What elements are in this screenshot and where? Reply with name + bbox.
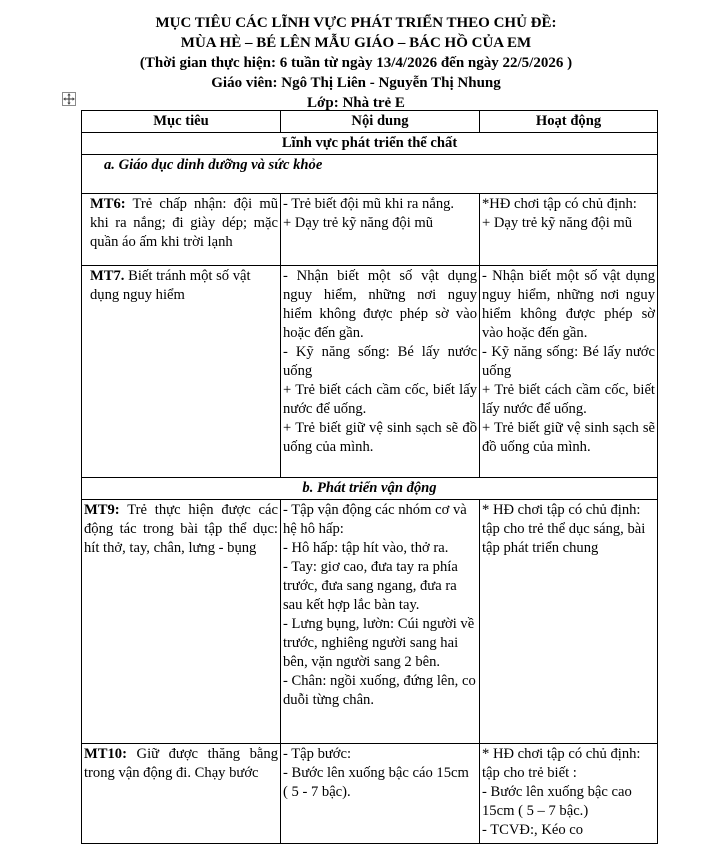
activity-cell: * HĐ chơi tập có chủ định: tập cho trẻ thể dục sáng, bài tập phát triển chung <box>480 500 658 744</box>
goal-text: Giữ được thăng bằng trong vận động đi. Chạy bước <box>84 746 278 781</box>
goal-text: Trẻ chấp nhận: đội mũ khi ra nắng; đi giày dép; mặc quần áo ấm khi trời lạnh <box>90 196 278 250</box>
activity-cell: - Nhận biết một số vật dụng nguy hiểm, những nơi nguy hiểm không được phép sờ vào hoặc đến gần. - Kỹ năng sống: Bé lấy nước uống + Trẻ biết cách cầm cốc, biết lấy nước để uống. + Trẻ biết giữ vệ sinh sạch sẽ đồ uống của mình. <box>480 266 658 478</box>
column-header-content: Nội dung <box>281 111 480 133</box>
class-line: Lớp: Nhà trẻ E <box>307 95 405 111</box>
column-header-goal: Mục tiêu <box>82 111 281 133</box>
subsection-a-title: a. Giáo dục dinh dưỡng và sức khỏe <box>82 155 658 194</box>
title-line-2: MÙA HÈ – BÉ LÊN MẪU GIÁO – BÁC HỒ CỦA EM <box>180 35 532 51</box>
table-row <box>82 500 658 744</box>
goal-text: Biết tránh một số vật dụng nguy hiểm <box>90 268 251 303</box>
subsection-b-row <box>82 478 658 500</box>
table-move-handle-icon[interactable] <box>62 92 76 106</box>
goal-code: MT6: <box>90 196 126 212</box>
document-header <box>0 0 712 113</box>
goal-cell <box>82 744 281 844</box>
content-cell: - Nhận biết một số vật dụng nguy hiểm, những nơi nguy hiểm không được phép sờ vào hoặc đến gần. - Kỹ năng sống: Bé lấy nước uống + Trẻ biết cách cầm cốc, biết lấy nước để uống. + Trẻ biết giữ vệ sinh sạch sẽ đồ uống của mình. <box>281 266 480 478</box>
section-title: Lĩnh vực phát triển thể chất <box>82 133 658 155</box>
title-line-1: MỤC TIÊU CÁC LĨNH VỰC PHÁT TRIỂN THEO CHỦ ĐỀ: <box>155 15 557 31</box>
subsection-b-title: b. Phát triển vận động <box>82 478 658 500</box>
table-header-row <box>82 111 658 133</box>
teacher-line: Giáo viên: Ngô Thị Liên - Nguyễn Thị Nhung <box>211 75 501 91</box>
goal-code: MT10: <box>84 746 127 762</box>
column-header-activity: Hoạt động <box>480 111 658 133</box>
content-cell: - Tập vận động các nhóm cơ và hệ hô hấp: - Hô hấp: tập hít vào, thở ra. - Tay: giơ cao, đưa tay ra phía trước, đưa sang ngang, đưa ra sau kết hợp lắc bàn tay. - Lưng bụng, lườn: Cúi người về trước, nghiêng người sang hai bên, vặn người sang 2 bên. - Chân: ngồi xuống, đứng lên, co duỗi từng chân. <box>281 500 480 744</box>
goal-cell <box>82 194 281 266</box>
activity-cell: *HĐ chơi tập có chủ định: + Dạy trẻ kỹ năng đội mũ <box>480 194 658 266</box>
section-row <box>82 133 658 155</box>
table-row <box>82 194 658 266</box>
subsection-a-row <box>82 155 658 194</box>
table-row <box>82 266 658 478</box>
content-cell: - Trẻ biết đội mũ khi ra nắng. + Dạy trẻ kỹ năng đội mũ <box>281 194 480 266</box>
goal-cell <box>82 266 281 478</box>
goal-cell <box>82 500 281 744</box>
activity-cell: * HĐ chơi tập có chủ định: tập cho trẻ biết : - Bước lên xuống bậc cao 15cm ( 5 – 7 bậc.) - TCVĐ:, Kéo co <box>480 744 658 844</box>
goal-text: Trẻ thực hiện được các động tác trong bài tập thể dục: hít thở, tay, chân, lưng - bụng <box>84 502 278 556</box>
content-cell: - Tập bước: - Bước lên xuống bậc cáo 15cm ( 5 - 7 bậc). <box>281 744 480 844</box>
table-row <box>82 744 658 844</box>
time-line: (Thời gian thực hiện: 6 tuần từ ngày 13/4/2026 đến ngày 22/5/2026 ) <box>139 55 573 71</box>
goal-code: MT9: <box>84 502 120 518</box>
goals-table <box>81 110 658 844</box>
goal-code: MT7. <box>90 268 125 284</box>
